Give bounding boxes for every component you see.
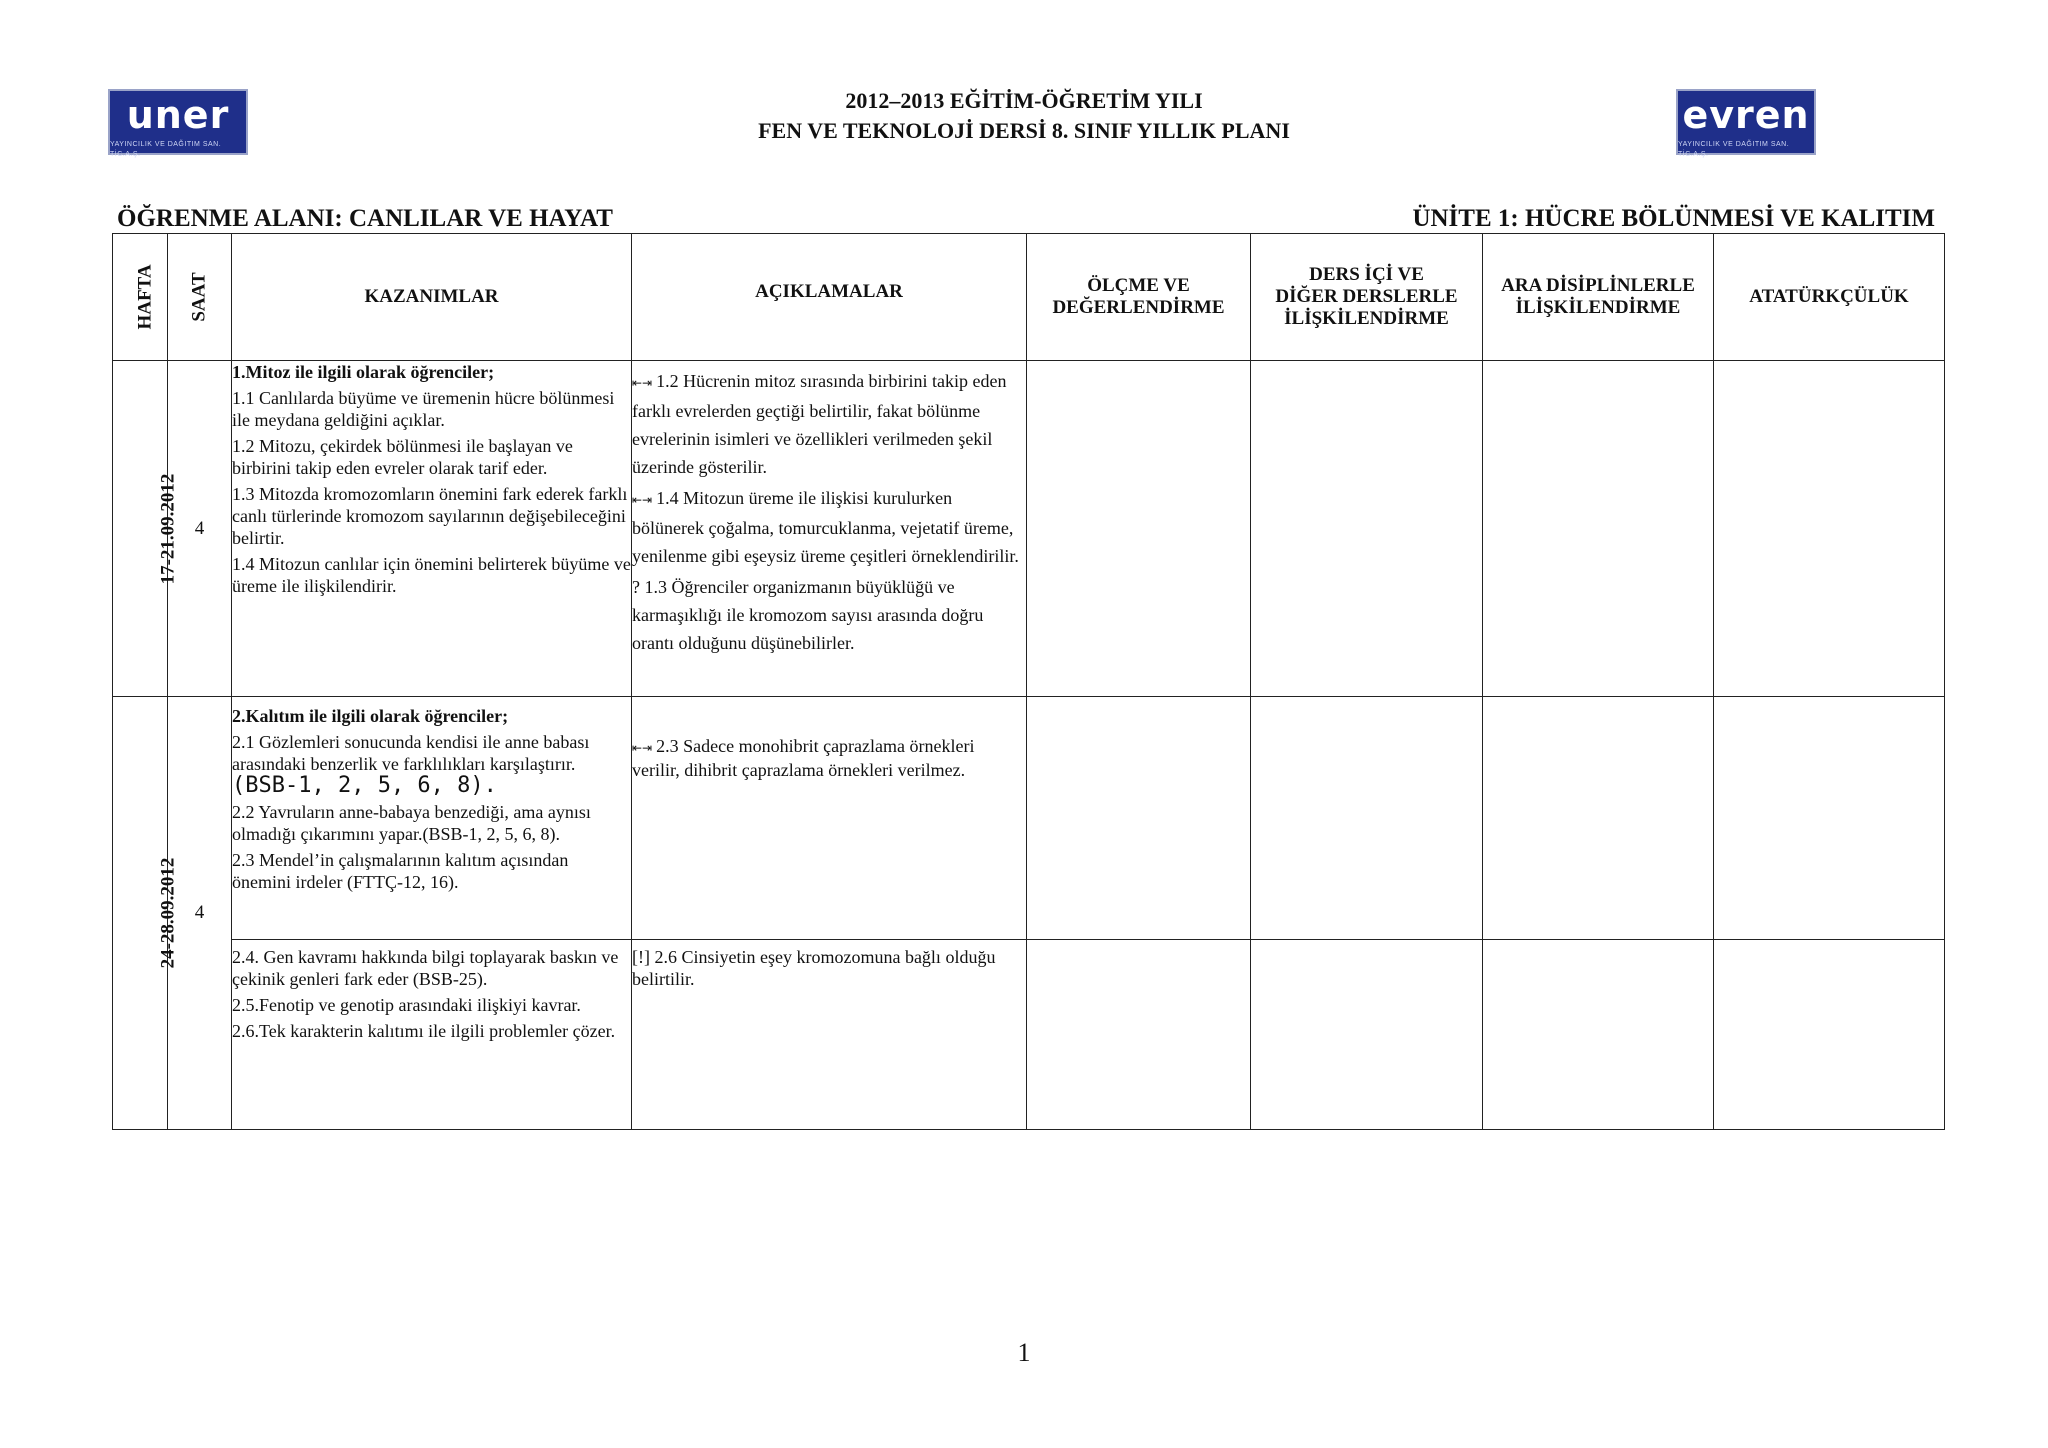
week-2-date: 24-28.09.2012	[157, 857, 179, 969]
kazanim-1-4: 1.4 Mitozun canlılar için önemini belirterek büyüme ve üreme ile ilişkilendirir.	[232, 554, 631, 596]
table-row-week-1	[113, 361, 1945, 697]
week-1-olcme-cell	[1027, 361, 1251, 697]
week-2-date-cell	[113, 697, 179, 1130]
week-2-aciklamalar-a	[632, 697, 1027, 940]
week-1-ataturkculuk-cell	[1714, 361, 1945, 697]
learning-area-label: ÖĞRENME ALANI: CANLILAR VE HAYAT	[117, 205, 613, 232]
column-header-olcme	[1027, 234, 1251, 361]
column-header-ara-disiplin	[1483, 234, 1714, 361]
kazanim-1-2: 1.2 Mitozu, çekirdek bölünmesi ile başlayan ve birbirini takip eden evreler olarak tarif eder.	[232, 436, 573, 478]
aciklama-1-2	[632, 367, 1026, 481]
ara-line-2: İLİŞKİLENDİRME	[1515, 297, 1681, 318]
olcme-line-2: DEĞERLENDİRME	[1052, 297, 1225, 318]
document-title	[0, 86, 2048, 146]
aciklama-1-4	[632, 484, 1026, 570]
kazanim-2-4: 2.4. Gen kavramı hakkında bilgi toplayarak baskın ve çekinik genleri fark eder (BSB-25).	[232, 947, 619, 989]
week-2a-ders-ici-cell	[1251, 697, 1483, 940]
column-header-hafta	[113, 234, 168, 361]
attention-arrows-icon: ⇤⇥	[632, 493, 653, 507]
kazanim-2-5: 2.5.Fenotip ve genotip arasındaki ilişkiyi kavrar.	[232, 995, 581, 1015]
kazanim-2-1-code: (BSB-1, 2, 5, 6, 8).	[232, 773, 497, 798]
week-2-kazanimlar-b	[232, 940, 632, 1130]
aciklama-2-6	[632, 946, 1026, 990]
column-header-ataturkculuk: ATATÜRKÇÜLÜK	[1714, 234, 1945, 361]
title-line-1: 2012–2013 EĞİTİM-ÖĞRETİM YILI	[845, 88, 1203, 113]
unit-title: ÜNİTE 1: HÜCRE BÖLÜNMESİ VE KALITIM	[1412, 205, 1935, 232]
uner-logo-word: uner	[126, 93, 230, 137]
week-2b-ataturkculuk-cell	[1714, 940, 1945, 1130]
kazanim-1-3: 1.3 Mitozda kromozomların önemini fark ederek farklı canlı türlerinde kromozom sayılarının değişebileceğini belirtir.	[232, 484, 628, 548]
aciklama-1-3-text: 1.3 Öğrenciler organizmanın büyüklüğü ve karmaşıklığı ile kromozom sayısı arasında doğru orantı olduğunu düşünebilirler.	[632, 577, 984, 653]
week-2a-ara-disiplin-cell	[1483, 697, 1714, 940]
table-header-row	[113, 234, 1945, 361]
week-2b-ara-disiplin-cell	[1483, 940, 1714, 1130]
aciklama-1-2-text: 1.2 Hücrenin mitoz sırasında birbirini takip eden farklı evrelerden geçtiği belirtilir, fakat bölünme evrelerinin isimleri ve özellikleri verilmeden şekil üzerinde gösterilir.	[632, 371, 1007, 477]
week-2a-olcme-cell	[1027, 697, 1251, 940]
week-1-kazanimlar	[232, 361, 632, 697]
column-header-kazanimlar: KAZANIMLAR	[232, 234, 632, 361]
column-header-saat	[168, 234, 232, 361]
ara-line-1: ARA DİSİPLİNLERLE	[1501, 275, 1695, 296]
week-2b-olcme-cell	[1027, 940, 1251, 1130]
week-2b-ders-ici-cell	[1251, 940, 1483, 1130]
week-2-hours: 4	[168, 697, 232, 1130]
kazanim-2-1	[232, 731, 631, 797]
week-1-hours: 4	[168, 361, 232, 697]
evren-logo-subtitle: YAYINCILIK VE DAĞITIM SAN. TİC.A.Ş.	[1678, 141, 1790, 158]
ders-ici-line-1: DERS İÇİ VE	[1309, 264, 1424, 285]
week-1-date-cell	[113, 361, 179, 697]
week-1-date: 17-21.09.2012	[157, 473, 179, 584]
aciklama-1-4-text: 1.4 Mitozun üreme ile ilişkisi kurulurken bölünerek çoğalma, tomurcuklanma, vejetatif üreme, yenilenme gibi eşeysiz üreme çeşitleri örneklendirilir.	[632, 488, 1019, 566]
week-2a-ataturkculuk-cell	[1714, 697, 1945, 940]
aciklama-2-3	[632, 735, 1026, 781]
saat-label: SAAT	[188, 272, 210, 322]
aciklama-2-6-text: 2.6 Cinsiyetin eşey kromozomuna bağlı olduğu belirtilir.	[632, 947, 996, 989]
attention-arrows-icon: ⇤⇥	[632, 741, 653, 755]
table-row-week-2a	[113, 697, 1945, 940]
week-2-aciklamalar-b	[632, 940, 1027, 1130]
week-1-kazanim-heading: 1.Mitoz ile ilgili olarak öğrenciler;	[232, 362, 495, 382]
kazanim-1-1: 1.1 Canlılarda büyüme ve üremenin hücre bölünmesi ile meydana geldiğini açıklar.	[232, 388, 615, 430]
yearly-plan-table	[112, 233, 1945, 1130]
evren-logo-word: evren	[1682, 93, 1810, 137]
ders-ici-line-2: DİĞER DERSLERLE	[1275, 286, 1458, 307]
question-mark-icon: ?	[632, 577, 640, 597]
hafta-label: HAFTA	[134, 264, 156, 330]
kazanim-2-2: 2.2 Yavruların anne-babaya benzediği, ama aynısı olmadığı çıkarımını yapar.(BSB-1, 2, 5, 6, 8).	[232, 802, 591, 844]
column-header-aciklamalar: AÇIKLAMALAR	[632, 234, 1027, 361]
uner-logo-subtitle: YAYINCILIK VE DAĞITIM SAN. TİC.A.Ş.	[110, 141, 222, 158]
week-2-kazanimlar-a	[232, 697, 632, 940]
title-line-2: FEN VE TEKNOLOJİ DERSİ 8. SINIF YILLIK PLANI	[758, 118, 1290, 143]
week-1-ara-disiplin-cell	[1483, 361, 1714, 697]
warning-icon: [!]	[632, 947, 650, 967]
ders-ici-line-3: İLİŞKİLENDİRME	[1284, 308, 1449, 329]
kazanim-2-6: 2.6.Tek karakterin kalıtımı ile ilgili problemler çözer.	[232, 1021, 616, 1041]
olcme-line-1: ÖLÇME VE	[1087, 275, 1190, 296]
aciklama-1-3	[632, 573, 1026, 657]
column-header-ders-ici	[1251, 234, 1483, 361]
kazanim-2-1-text: 2.1 Gözlemleri sonucunda kendisi ile anne babası arasındaki benzerlik ve farklılıkları karşılaştırır.	[232, 732, 590, 774]
aciklama-2-3-text: 2.3 Sadece monohibrit çaprazlama örnekleri verilir, dihibrit çaprazlama örnekleri verilmez.	[632, 736, 975, 780]
attention-arrows-icon: ⇤⇥	[632, 376, 653, 390]
week-1-ders-ici-cell	[1251, 361, 1483, 697]
kazanim-2-3: 2.3 Mendel’in çalışmalarının kalıtım açısından önemini irdeler (FTTÇ-12, 16).	[232, 850, 569, 892]
week-1-aciklamalar	[632, 361, 1027, 697]
table-row-week-2b	[113, 940, 1945, 1130]
page-number: 1	[1017, 1338, 1031, 1367]
week-2-kazanim-heading: 2.Kalıtım ile ilgili olarak öğrenciler;	[232, 706, 509, 726]
